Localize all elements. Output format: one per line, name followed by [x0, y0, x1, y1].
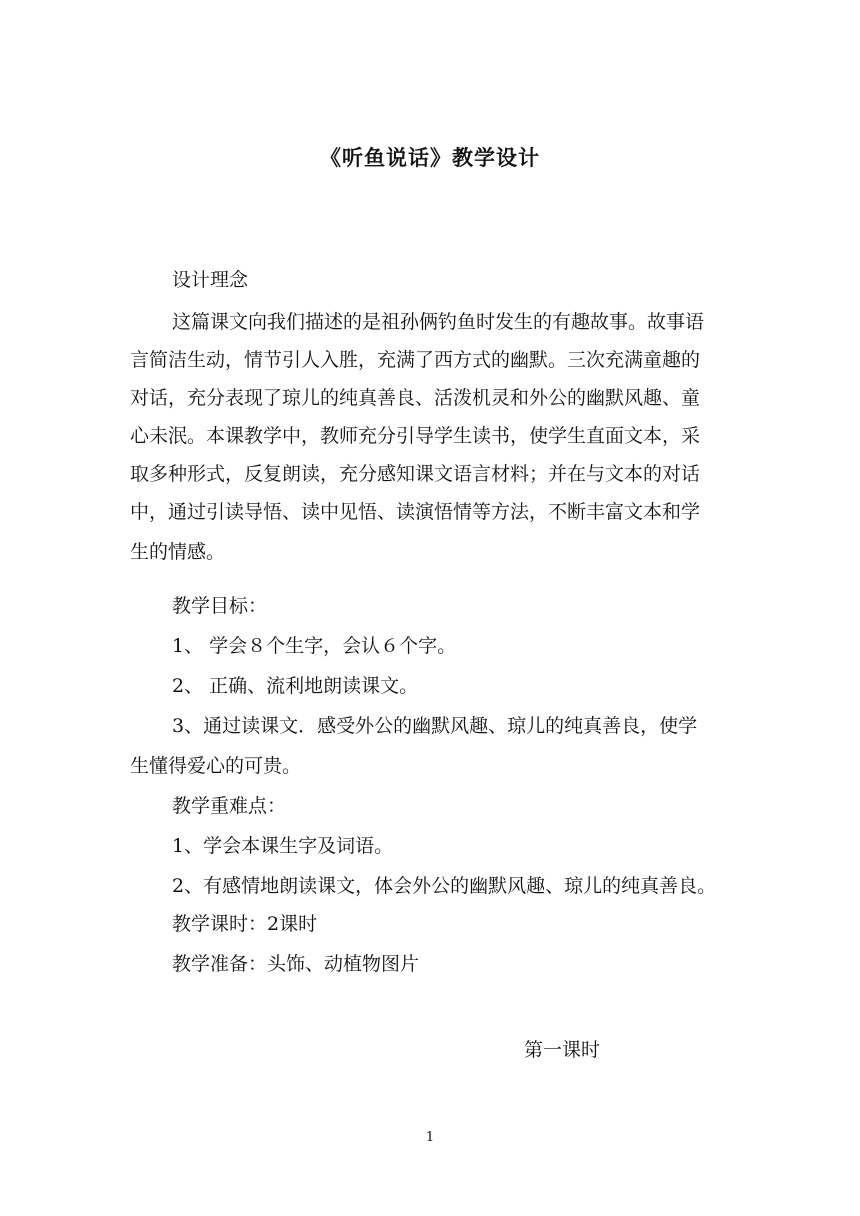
teaching-preparation: 教学准备：头饰、动植物图片	[172, 953, 420, 975]
key-point-item: 2、有感情地朗读课文，体会外公的幽默风趣、琼儿的纯真善良。	[172, 875, 717, 897]
document-title: 《听鱼说话》教学设计	[320, 146, 540, 170]
paragraph-line: 这篇课文向我们描述的是祖孙俩钓鱼时发生的有趣故事。故事语	[172, 311, 705, 333]
goals-heading: 教学目标：	[172, 595, 268, 617]
paragraph-line: 心未泯。本课教学中，教师充分引导学生读书，使学生直面文本，采	[130, 425, 701, 447]
goal-item: 3、通过读课文．感受外公的幽默风趣、琼儿的纯真善良，使学	[172, 715, 698, 737]
goal-item: 2、 正确、流利地朗读课文。	[172, 675, 419, 697]
paragraph-line: 生的情感。	[130, 541, 226, 563]
paragraph-line: 言简洁生动，情节引人入胜，充满了西方式的幽默。三次充满童趣的	[130, 349, 701, 371]
key-point-item: 1、学会本课生字及词语。	[172, 835, 394, 857]
chapter-heading: 第一课时	[524, 1039, 601, 1061]
key-points-heading: 教学重难点：	[172, 795, 287, 817]
page-number: 1	[425, 1130, 435, 1145]
paragraph-line: 中，通过引读导悟、读中见悟、读演悟情等方法，不断丰富文本和学	[130, 501, 701, 523]
paragraph-line: 对话，充分表现了琼儿的纯真善良、活泼机灵和外公的幽默风趣、童	[130, 387, 701, 409]
goal-item: 1、 学会８个生字，会认６个字。	[172, 635, 457, 657]
paragraph-line: 取多种形式，反复朗读，充分感知课文语言材料；并在与文本的对话	[130, 463, 701, 485]
teaching-hours: 教学课时：2课时	[172, 913, 318, 935]
design-concept-heading: 设计理念	[172, 269, 249, 291]
goal-item-continued: 生懂得爱心的可贵。	[130, 755, 302, 777]
